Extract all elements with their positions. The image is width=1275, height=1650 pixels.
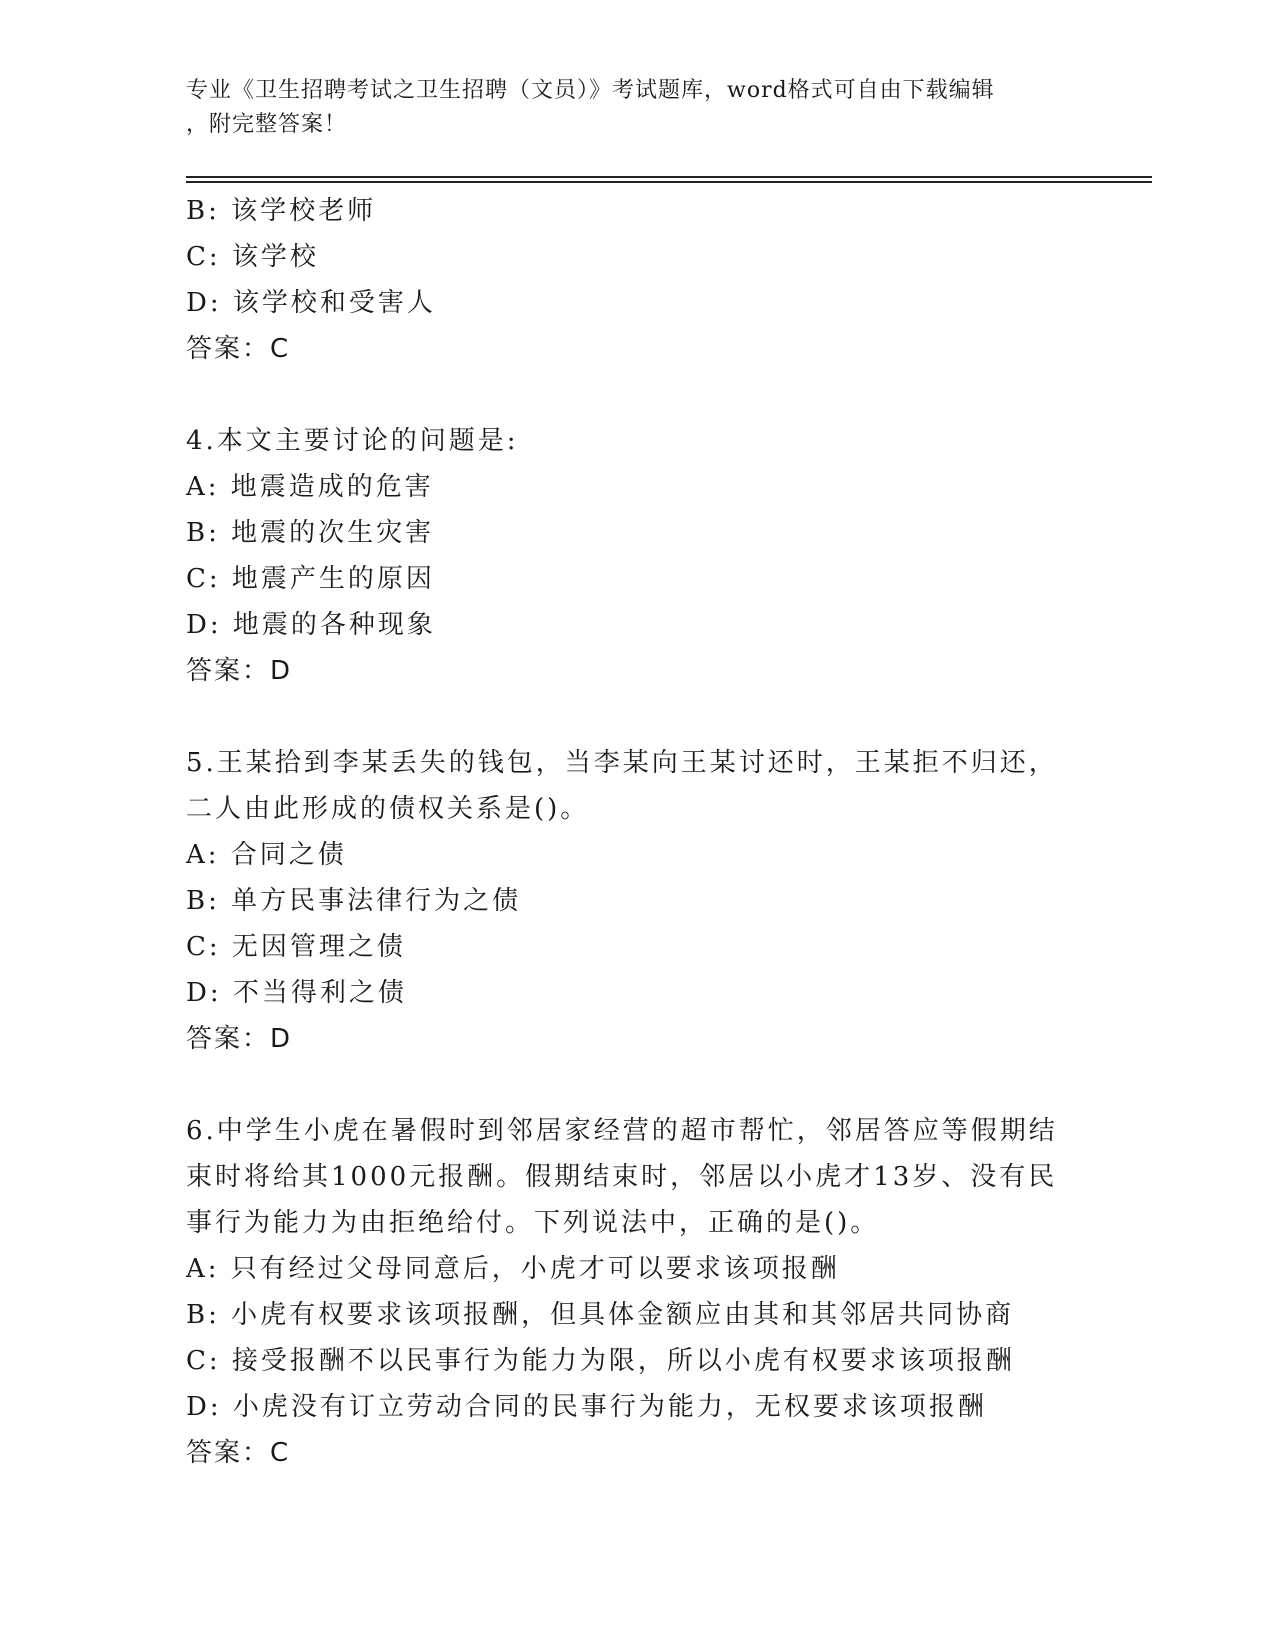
- option-line: D: 不当得利之债: [186, 978, 407, 1008]
- answer-line: 答案：D: [186, 656, 293, 686]
- header-rule-bottom: [186, 181, 1152, 183]
- question-line: 二人由此形成的债权关系是()。: [186, 794, 590, 824]
- document-header: [186, 74, 1066, 142]
- header-rule-top: [186, 176, 1152, 178]
- answer-line: 答案：C: [186, 1438, 291, 1468]
- option-line: A: 地震造成的危害: [186, 472, 434, 502]
- answer-line: 答案：C: [186, 334, 291, 364]
- question-block: [186, 418, 1086, 694]
- question-line: 4.本文主要讨论的问题是:: [186, 426, 519, 456]
- option-line: A: 只有经过父母同意后，小虎才可以要求该项报酬: [186, 1254, 840, 1284]
- option-line: B: 单方民事法律行为之债: [186, 886, 522, 916]
- option-line: D: 小虎没有订立劳动合同的民事行为能力，无权要求该项报酬: [186, 1392, 987, 1422]
- question-block: [186, 188, 1086, 372]
- option-line: D: 该学校和受害人: [186, 288, 436, 318]
- option-line: B: 该学校老师: [186, 196, 377, 226]
- option-line: C: 接受报酬不以民事行为能力为限，所以小虎有权要求该项报酬: [186, 1346, 1015, 1376]
- option-line: C: 无因管理之债: [186, 932, 406, 962]
- option-line: B: 小虎有权要求该项报酬，但具体金额应由其和其邻居共同协商: [186, 1300, 1015, 1330]
- option-line: D: 地震的各种现象: [186, 610, 436, 640]
- header-line-2: ，附完整答案！: [186, 112, 348, 137]
- option-line: B: 地震的次生灾害: [186, 518, 435, 548]
- option-line: C: 该学校: [186, 242, 319, 272]
- question-line: 束时将给其1000元报酬。假期结束时，邻居以小虎才13岁、没有民: [186, 1162, 1058, 1192]
- option-line: A: 合同之债: [186, 840, 347, 870]
- question-block: [186, 740, 1086, 1062]
- question-list: [186, 188, 1086, 1476]
- question-line: 5.王某拾到李某丢失的钱包，当李某向王某讨还时，王某拒不归还，: [186, 748, 1058, 778]
- question-line: 6.中学生小虎在暑假时到邻居家经营的超市帮忙，邻居答应等假期结: [186, 1116, 1058, 1146]
- question-line: 事行为能力为由拒绝给付。下列说法中，正确的是()。: [186, 1208, 880, 1238]
- question-block: [186, 1108, 1086, 1476]
- header-line-1: 专业《卫生招聘考试之卫生招聘（文员）》考试题库，word格式可自由下载编辑: [186, 78, 995, 103]
- option-line: C: 地震产生的原因: [186, 564, 435, 594]
- answer-line: 答案：D: [186, 1024, 293, 1054]
